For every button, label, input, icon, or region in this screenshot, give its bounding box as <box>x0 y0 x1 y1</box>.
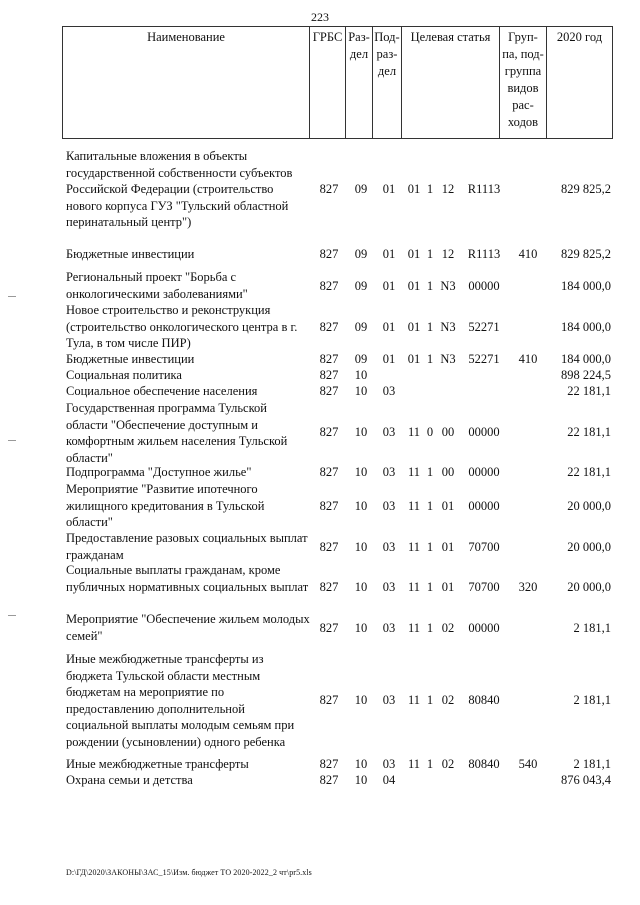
row-podrazdel: 01 <box>382 320 396 334</box>
row-grbs: 827 <box>319 279 339 293</box>
row-target-4: 00000 <box>468 279 500 293</box>
row-podrazdel: 03 <box>382 621 396 635</box>
row-podrazdel: 01 <box>382 182 396 196</box>
row-razdel: 10 <box>354 773 368 787</box>
row-value: 2 181,1 <box>573 621 611 635</box>
row-value: 22 181,1 <box>567 465 611 479</box>
row-target-1: 11 <box>407 465 421 479</box>
row-target-4: R1113 <box>467 182 501 196</box>
row-podrazdel: 01 <box>382 352 396 366</box>
row-value: 20 000,0 <box>567 580 611 594</box>
row-value: 184 000,0 <box>561 279 611 293</box>
row-razdel: 09 <box>354 320 368 334</box>
row-target-4: R1113 <box>467 247 501 261</box>
header-target: Целевая статья <box>402 27 500 138</box>
row-target-2: 1 <box>426 540 434 554</box>
row-target-1: 01 <box>407 182 421 196</box>
row-grbs: 827 <box>319 425 339 439</box>
row-name: Охрана семьи и детства <box>66 773 193 787</box>
row-target-4: 00000 <box>468 465 500 479</box>
row-grbs: 827 <box>319 580 339 594</box>
row-target-1: 11 <box>407 540 421 554</box>
row-target-2: 1 <box>426 757 434 771</box>
row-target-1: 11 <box>407 693 421 707</box>
header-podrazdel: Под- раз- дел <box>373 27 402 138</box>
row-razdel: 10 <box>354 757 368 771</box>
row-podrazdel: 01 <box>382 279 396 293</box>
row-target-3: 00 <box>441 465 455 479</box>
header-grbs: ГРБС <box>310 27 346 138</box>
row-value: 829 825,2 <box>561 182 611 196</box>
row-value: 898 224,5 <box>561 368 611 382</box>
row-value: 20 000,0 <box>567 540 611 554</box>
row-razdel: 10 <box>354 368 368 382</box>
row-target-3: N3 <box>440 352 456 366</box>
row-target-4: 80840 <box>468 693 500 707</box>
row-razdel: 10 <box>354 693 368 707</box>
row-value: 184 000,0 <box>561 320 611 334</box>
file-path-footer: D:\ГД\2020\ЗАКОНЫ\ЗАС_15\Изм. бюджет ТО 2020-2022_2 чт\pr5.xls <box>66 868 312 877</box>
row-target-2: 1 <box>426 693 434 707</box>
row-target-4: 00000 <box>468 425 500 439</box>
row-name: Предоставление разовых социальных выплат гражданам <box>66 531 308 562</box>
row-razdel: 10 <box>354 384 368 398</box>
row-razdel: 10 <box>354 425 368 439</box>
row-name: Социальные выплаты гражданам, кроме публичных нормативных социальных выплат <box>66 563 309 594</box>
row-podrazdel: 03 <box>382 580 396 594</box>
row-name: Капитальные вложения в объекты государственной собственности субъектов Российской Федерации (строительство нового корпуса ГУЗ "Тульский областной перинатальный центр") <box>66 149 293 229</box>
margin-mark <box>8 615 16 616</box>
row-grbs: 827 <box>319 773 339 787</box>
header-group: Груп- па, под- группа видов рас- ходов <box>500 27 547 138</box>
row-razdel: 10 <box>354 621 368 635</box>
row-target-3: N3 <box>440 279 456 293</box>
row-target-2: 1 <box>426 182 434 196</box>
row-grbs: 827 <box>319 320 339 334</box>
row-name: Бюджетные инвестиции <box>66 352 195 366</box>
row-grbs: 827 <box>319 540 339 554</box>
row-target-3: 01 <box>441 499 455 513</box>
row-target-3: 01 <box>441 540 455 554</box>
row-value: 20 000,0 <box>567 499 611 513</box>
row-podrazdel: 03 <box>382 693 396 707</box>
row-target-1: 01 <box>407 320 421 334</box>
row-target-2: 1 <box>426 465 434 479</box>
row-target-4: 00000 <box>468 621 500 635</box>
row-name: Новое строительство и реконструкция (строительство онкологического центра в г. Тула, в том числе ПИР) <box>66 303 298 350</box>
row-target-1: 11 <box>407 621 421 635</box>
row-name: Иные межбюджетные трансферты из бюджета Тульской области местным бюджетам на мероприятие по предоставлению дополнительной социальной выплаты молодым семьям при рождении (усыновлении) одного ребенка <box>66 652 295 749</box>
row-target-1: 11 <box>407 580 421 594</box>
margin-mark <box>8 296 16 297</box>
row-target-1: 11 <box>407 425 421 439</box>
row-razdel: 09 <box>354 352 368 366</box>
row-group: 410 <box>518 352 538 366</box>
row-target-3: 12 <box>441 247 455 261</box>
row-name: Мероприятие "Обеспечение жильем молодых семей" <box>66 612 310 643</box>
header-name: Наименование <box>63 27 310 138</box>
row-podrazdel: 03 <box>382 540 396 554</box>
row-target-2: 1 <box>426 279 434 293</box>
row-target-2: 1 <box>426 320 434 334</box>
row-name: Государственная программа Тульской области "Обеспечение доступным и комфортным жильем населения Тульской области" <box>66 401 288 465</box>
row-grbs: 827 <box>319 247 339 261</box>
row-podrazdel: 03 <box>382 499 396 513</box>
row-name: Региональный проект "Борьба с онкологическими заболеваниями" <box>66 270 248 301</box>
row-razdel: 10 <box>354 580 368 594</box>
row-name: Мероприятие "Развитие ипотечного жилищного кредитования в Тульской области" <box>66 482 265 529</box>
row-target-2: 1 <box>426 621 434 635</box>
row-value: 876 043,4 <box>561 773 611 787</box>
row-value: 2 181,1 <box>573 757 611 771</box>
row-target-2: 1 <box>426 352 434 366</box>
row-value: 184 000,0 <box>561 352 611 366</box>
row-group: 410 <box>518 247 538 261</box>
row-target-1: 01 <box>407 352 421 366</box>
row-razdel: 09 <box>354 279 368 293</box>
row-grbs: 827 <box>319 621 339 635</box>
row-group: 540 <box>518 757 538 771</box>
row-target-1: 11 <box>407 757 421 771</box>
row-grbs: 827 <box>319 182 339 196</box>
row-podrazdel: 01 <box>382 247 396 261</box>
row-target-1: 01 <box>407 279 421 293</box>
margin-mark <box>8 440 16 441</box>
row-group: 320 <box>518 580 538 594</box>
row-value: 829 825,2 <box>561 247 611 261</box>
row-grbs: 827 <box>319 384 339 398</box>
row-grbs: 827 <box>319 757 339 771</box>
row-podrazdel: 03 <box>382 425 396 439</box>
row-grbs: 827 <box>319 499 339 513</box>
row-razdel: 09 <box>354 182 368 196</box>
row-podrazdel: 03 <box>382 384 396 398</box>
row-value: 22 181,1 <box>567 425 611 439</box>
row-grbs: 827 <box>319 368 339 382</box>
row-target-3: N3 <box>440 320 456 334</box>
row-target-3: 02 <box>441 621 455 635</box>
row-target-3: 02 <box>441 693 455 707</box>
row-target-2: 1 <box>426 580 434 594</box>
page-number: 223 <box>311 10 329 24</box>
row-podrazdel: 04 <box>382 773 396 787</box>
row-target-4: 00000 <box>468 499 500 513</box>
row-target-4: 52271 <box>468 320 500 334</box>
table-header <box>62 26 613 139</box>
row-target-2: 0 <box>426 425 434 439</box>
row-name: Подпрограмма "Доступное жилье" <box>66 465 252 479</box>
row-target-4: 52271 <box>468 352 500 366</box>
row-name: Социальное обеспечение населения <box>66 384 258 398</box>
header-razdel: Раз- дел <box>346 27 373 138</box>
row-target-1: 11 <box>407 499 421 513</box>
row-podrazdel: 03 <box>382 757 396 771</box>
header-year: 2020 год <box>547 27 613 138</box>
row-target-3: 00 <box>441 425 455 439</box>
row-razdel: 09 <box>354 247 368 261</box>
row-razdel: 10 <box>354 499 368 513</box>
row-podrazdel: 03 <box>382 465 396 479</box>
row-target-3: 02 <box>441 757 455 771</box>
row-target-1: 01 <box>407 247 421 261</box>
row-value: 22 181,1 <box>567 384 611 398</box>
row-target-4: 80840 <box>468 757 500 771</box>
row-name: Иные межбюджетные трансферты <box>66 757 249 771</box>
row-grbs: 827 <box>319 693 339 707</box>
row-target-3: 12 <box>441 182 455 196</box>
row-target-4: 70700 <box>468 580 500 594</box>
row-name: Бюджетные инвестиции <box>66 247 195 261</box>
row-target-2: 1 <box>426 499 434 513</box>
row-grbs: 827 <box>319 465 339 479</box>
row-razdel: 10 <box>354 540 368 554</box>
row-target-2: 1 <box>426 247 434 261</box>
row-razdel: 10 <box>354 465 368 479</box>
row-target-4: 70700 <box>468 540 500 554</box>
row-value: 2 181,1 <box>573 693 611 707</box>
row-name: Социальная политика <box>66 368 182 382</box>
row-grbs: 827 <box>319 352 339 366</box>
row-target-3: 01 <box>441 580 455 594</box>
